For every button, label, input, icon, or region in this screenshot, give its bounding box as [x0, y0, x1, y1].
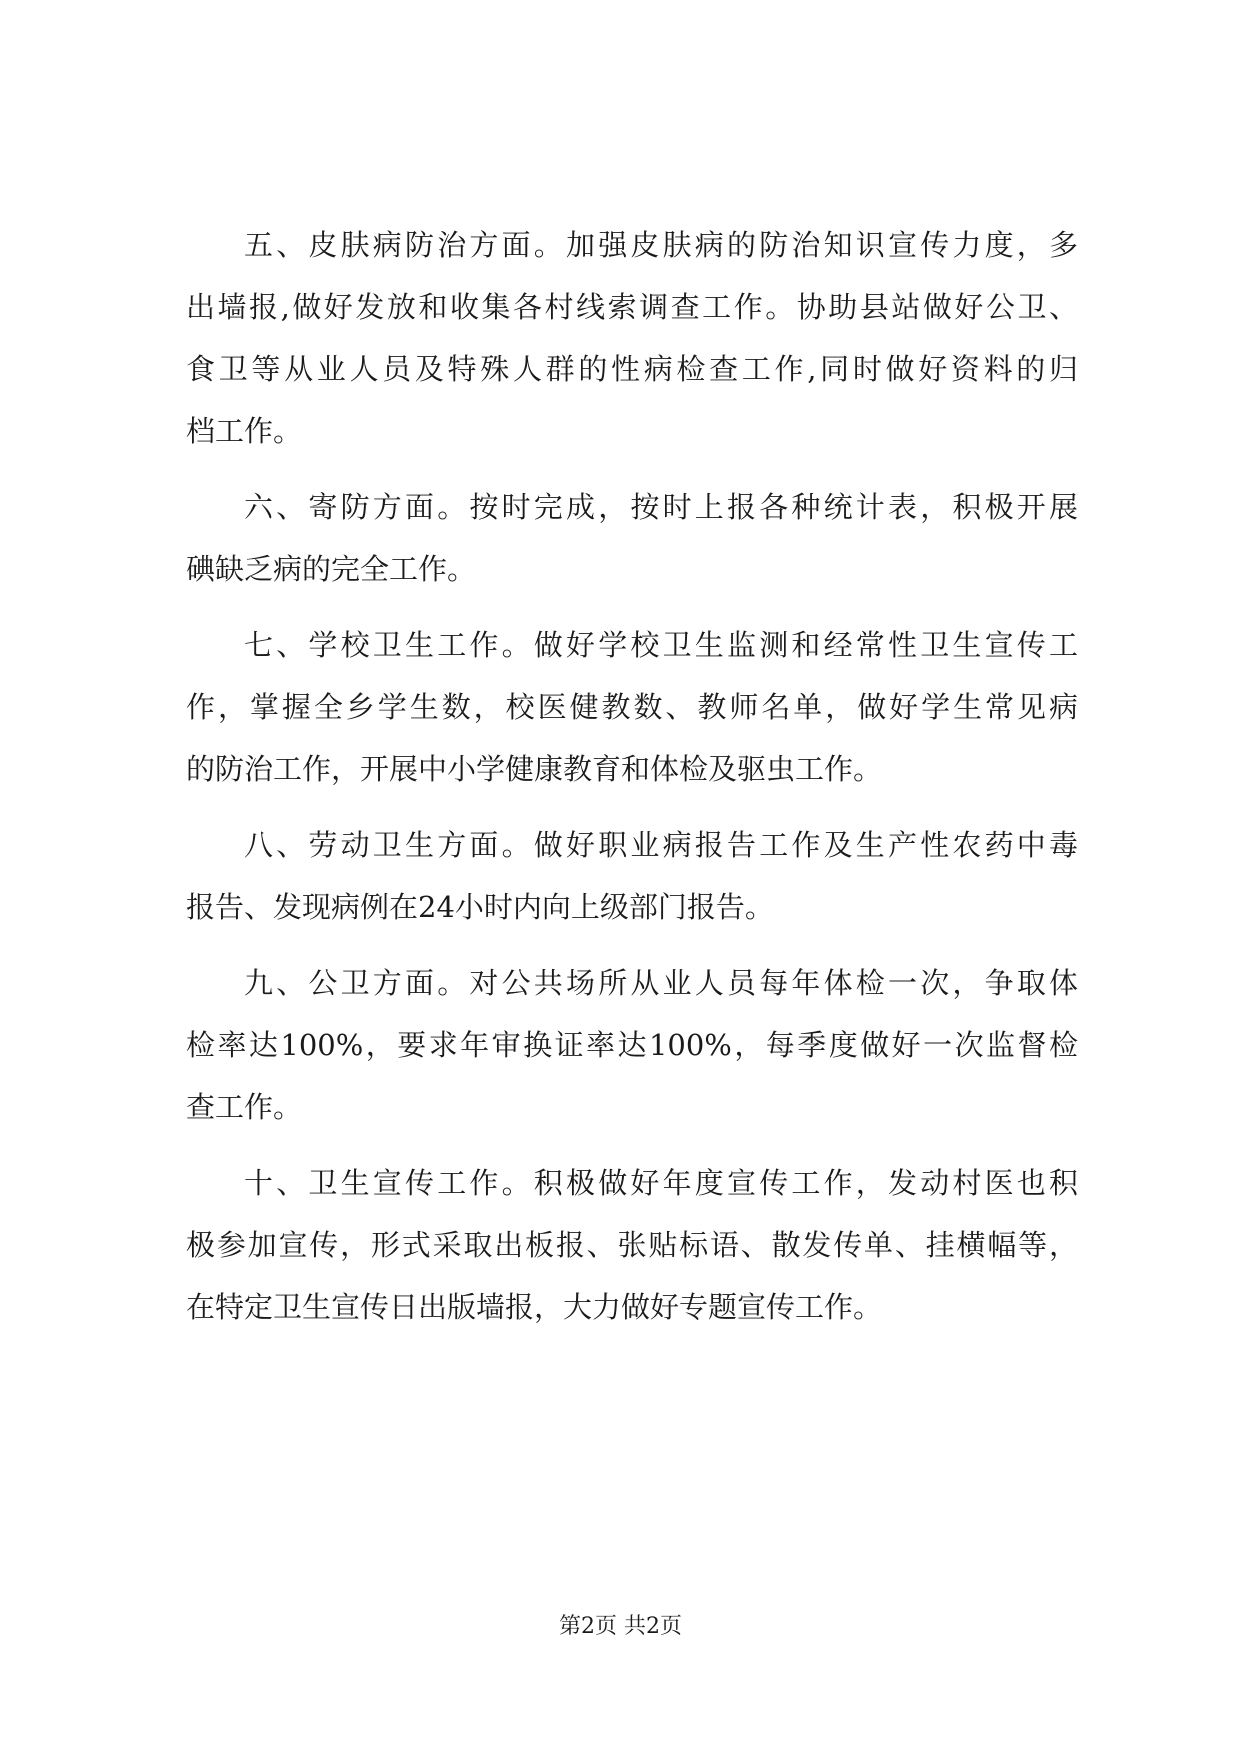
- paragraph-parasite-prevention: [186, 476, 1078, 600]
- paragraph-line: 作，掌握全乡学生数，校医健教数、教师名单，做好学生常见病: [186, 690, 1078, 724]
- paragraph-public-health: [186, 952, 1078, 1138]
- paragraph-line: 极参加宣传，形式采取出板报、张贴标语、散发传单、挂横幅等，: [186, 1228, 1078, 1262]
- paragraph-line: 的防治工作，开展中小学健康教育和体检及驱虫工作。: [186, 752, 883, 786]
- paragraph-line: 碘缺乏病的完全工作。: [186, 552, 477, 586]
- page-number-footer: 第2页 共2页: [559, 1614, 682, 1639]
- paragraph-school-health: [186, 614, 1078, 800]
- paragraph-skin-disease: [186, 214, 1078, 462]
- paragraph-line: 检率达100%，要求年审换证率达100%，每季度做好一次监督检: [186, 1028, 1078, 1062]
- paragraph-line: 报告、发现病例在24小时内向上级部门报告。: [186, 890, 774, 924]
- paragraph-health-publicity: [186, 1152, 1078, 1338]
- document-body: [186, 214, 1078, 1338]
- paragraph-line: 在特定卫生宣传日出版墙报，大力做好专题宣传工作。: [186, 1290, 883, 1324]
- paragraph-line: 六、寄防方面。按时完成，按时上报各种统计表，积极开展: [244, 490, 1078, 524]
- paragraph-line: 九、公卫方面。对公共场所从业人员每年体检一次，争取体: [244, 966, 1078, 1000]
- paragraph-line: 八、劳动卫生方面。做好职业病报告工作及生产性农药中毒: [244, 828, 1078, 862]
- paragraph-line: 七、学校卫生工作。做好学校卫生监测和经常性卫生宣传工: [244, 628, 1078, 662]
- paragraph-line: 五、皮肤病防治方面。加强皮肤病的防治知识宣传力度，多: [244, 228, 1078, 262]
- paragraph-line: 出墙报,做好发放和收集各村线索调查工作。协助县站做好公卫、: [186, 290, 1078, 324]
- paragraph-line: 档工作。: [186, 414, 303, 448]
- paragraph-line: 食卫等从业人员及特殊人群的性病检查工作,同时做好资料的归: [186, 352, 1078, 386]
- paragraph-line: 十、卫生宣传工作。积极做好年度宣传工作，发动村医也积: [244, 1166, 1078, 1200]
- paragraph-labor-health: [186, 814, 1078, 938]
- paragraph-line: 查工作。: [186, 1090, 303, 1124]
